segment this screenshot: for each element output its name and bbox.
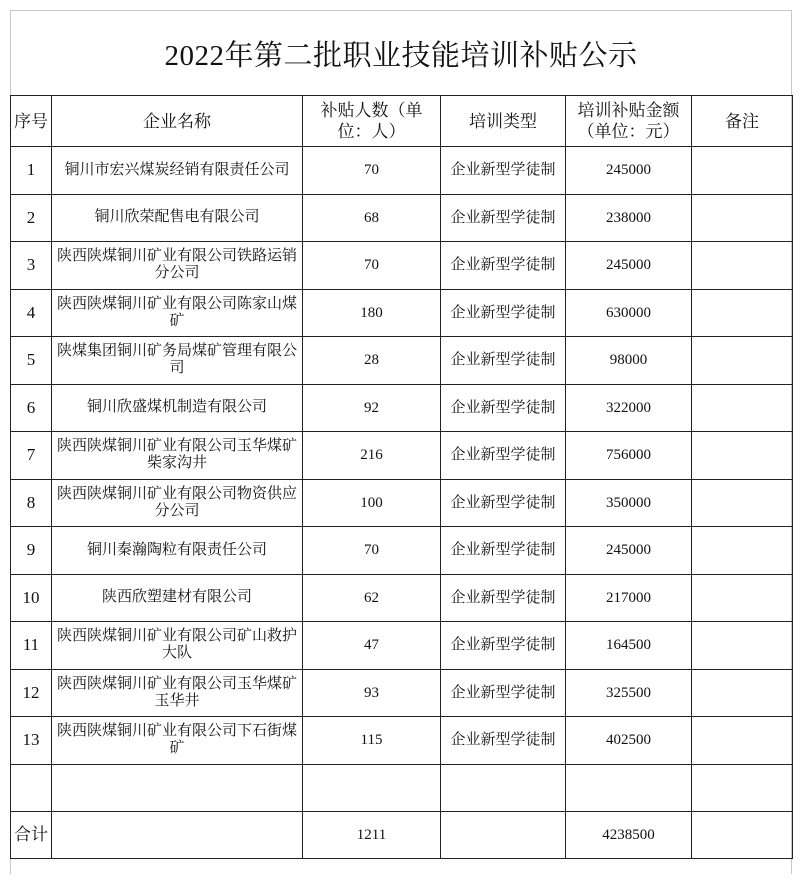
cell-amount: 238000	[566, 194, 692, 242]
cell-seq: 11	[11, 622, 52, 670]
header-type: 培训类型	[441, 96, 566, 147]
page-title: 2022年第二批职业技能培训补贴公示	[164, 39, 638, 72]
cell-remark	[692, 384, 793, 432]
cell-type: 企业新型学徒制	[441, 147, 566, 195]
cell-seq: 13	[11, 717, 52, 765]
table-row	[11, 669, 793, 717]
cell-seq: 9	[11, 527, 52, 575]
total-row	[11, 812, 793, 859]
table-row	[11, 717, 793, 765]
empty-row	[11, 764, 793, 812]
header-seq: 序号	[11, 96, 52, 147]
cell-company: 铜川市宏兴煤炭经销有限责任公司	[52, 147, 303, 195]
cell-type: 企业新型学徒制	[441, 242, 566, 290]
table-row	[11, 479, 793, 527]
cell-remark	[692, 717, 793, 765]
cell-remark	[692, 479, 793, 527]
cell-people: 216	[303, 432, 441, 480]
cell-type: 企业新型学徒制	[441, 384, 566, 432]
cell-amount: 164500	[566, 622, 692, 670]
cell-people: 68	[303, 194, 441, 242]
empty-cell	[303, 764, 441, 812]
cell-type: 企业新型学徒制	[441, 527, 566, 575]
cell-type	[441, 812, 566, 859]
table-row	[11, 289, 793, 337]
cell-seq: 8	[11, 479, 52, 527]
cell-people: 62	[303, 574, 441, 622]
header-row	[11, 96, 793, 147]
cell-type: 企业新型学徒制	[441, 479, 566, 527]
cell-type: 企业新型学徒制	[441, 574, 566, 622]
cell-type: 企业新型学徒制	[441, 337, 566, 385]
cell-amount: 350000	[566, 479, 692, 527]
cell-people: 70	[303, 147, 441, 195]
empty-cell	[11, 764, 52, 812]
cell-people: 92	[303, 384, 441, 432]
cell-amount: 630000	[566, 289, 692, 337]
cell-company: 陕西陕煤铜川矿业有限公司下石街煤矿	[52, 717, 303, 765]
cell-people: 70	[303, 242, 441, 290]
cell-company: 铜川秦瀚陶粒有限责任公司	[52, 527, 303, 575]
cell-seq: 4	[11, 289, 52, 337]
table-row	[11, 384, 793, 432]
empty-cell	[52, 764, 303, 812]
table-row	[11, 147, 793, 195]
cell-people: 28	[303, 337, 441, 385]
cell-remark	[692, 194, 793, 242]
header-amount: 培训补贴金额（单位：元）	[566, 96, 692, 147]
cell-type: 企业新型学徒制	[441, 432, 566, 480]
cell-amount: 98000	[566, 337, 692, 385]
cell-people: 93	[303, 669, 441, 717]
cell-company: 陕煤集团铜川矿务局煤矿管理有限公司	[52, 337, 303, 385]
table-row	[11, 622, 793, 670]
cell-company: 陕西陕煤铜川矿业有限公司陈家山煤矿	[52, 289, 303, 337]
cell-remark	[692, 289, 793, 337]
cell-amount: 322000	[566, 384, 692, 432]
cell-people: 180	[303, 289, 441, 337]
cell-remark	[692, 669, 793, 717]
cell-amount: 245000	[566, 242, 692, 290]
cell-amount: 325500	[566, 669, 692, 717]
cell-amount: 217000	[566, 574, 692, 622]
cell-type: 企业新型学徒制	[441, 669, 566, 717]
table-row	[11, 527, 793, 575]
cell-company: 陕西陕煤铜川矿业有限公司玉华煤矿柴家沟井	[52, 432, 303, 480]
cell-type: 企业新型学徒制	[441, 622, 566, 670]
table-row	[11, 574, 793, 622]
cell-seq: 2	[11, 194, 52, 242]
empty-cell	[692, 764, 793, 812]
table-row	[11, 432, 793, 480]
cell-company: 铜川欣盛煤机制造有限公司	[52, 384, 303, 432]
cell-amount: 402500	[566, 717, 692, 765]
header-company: 企业名称	[52, 96, 303, 147]
cell-amount: 245000	[566, 527, 692, 575]
cell-people: 70	[303, 527, 441, 575]
cell-company: 陕西陕煤铜川矿业有限公司矿山救护大队	[52, 622, 303, 670]
cell-type: 企业新型学徒制	[441, 289, 566, 337]
cell-seq: 3	[11, 242, 52, 290]
cell-company: 陕西陕煤铜川矿业有限公司物资供应分公司	[52, 479, 303, 527]
total-label: 合计	[11, 812, 52, 859]
cell-remark	[692, 242, 793, 290]
cell-company	[52, 812, 303, 859]
cell-seq: 5	[11, 337, 52, 385]
cell-type: 企业新型学徒制	[441, 194, 566, 242]
cell-amount: 756000	[566, 432, 692, 480]
empty-cell	[566, 764, 692, 812]
cell-company: 陕西陕煤铜川矿业有限公司铁路运销分公司	[52, 242, 303, 290]
cell-people: 47	[303, 622, 441, 670]
header-remark: 备注	[692, 96, 793, 147]
cell-remark	[692, 432, 793, 480]
total-people: 1211	[303, 812, 441, 859]
table-row	[11, 242, 793, 290]
cell-people: 100	[303, 479, 441, 527]
cell-seq: 7	[11, 432, 52, 480]
cell-company: 铜川欣荣配售电有限公司	[52, 194, 303, 242]
cell-remark	[692, 812, 793, 859]
cell-company: 陕西陕煤铜川矿业有限公司玉华煤矿玉华井	[52, 669, 303, 717]
cell-remark	[692, 147, 793, 195]
subsidy-table	[10, 95, 793, 859]
cell-remark	[692, 337, 793, 385]
table-row	[11, 337, 793, 385]
cell-remark	[692, 622, 793, 670]
header-people: 补贴人数（单位：人）	[303, 96, 441, 147]
cell-remark	[692, 527, 793, 575]
cell-type: 企业新型学徒制	[441, 717, 566, 765]
cell-company: 陕西欣塑建材有限公司	[52, 574, 303, 622]
cell-seq: 12	[11, 669, 52, 717]
cell-amount: 245000	[566, 147, 692, 195]
table-row	[11, 194, 793, 242]
empty-cell	[441, 764, 566, 812]
cell-seq: 6	[11, 384, 52, 432]
cell-seq: 1	[11, 147, 52, 195]
cell-people: 115	[303, 717, 441, 765]
total-amount: 4238500	[566, 812, 692, 859]
cell-seq: 10	[11, 574, 52, 622]
cell-remark	[692, 574, 793, 622]
